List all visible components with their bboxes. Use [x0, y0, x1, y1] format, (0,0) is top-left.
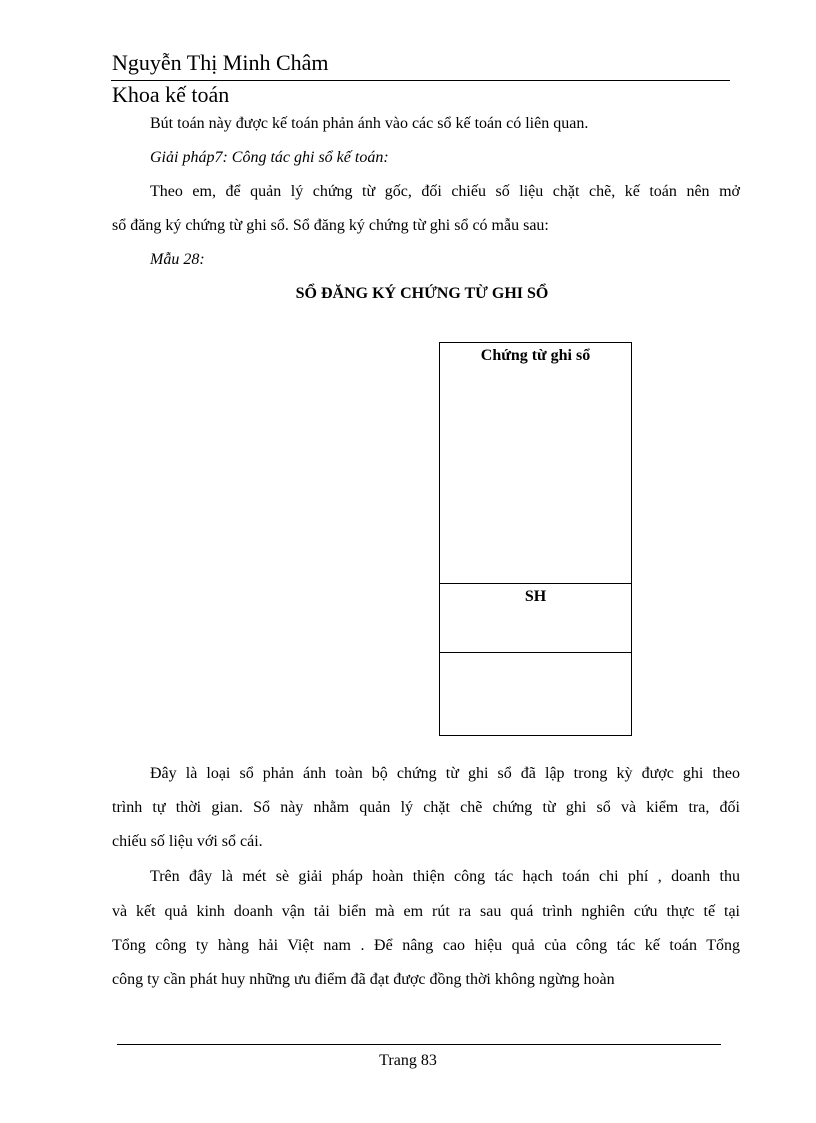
table-subheader-sh: SH: [524, 588, 547, 605]
table-header-cell: Chứng từ ghi sổ: [480, 347, 591, 364]
table-divider-2: [440, 652, 631, 653]
paragraph-2-line-2: trình tự thời gian. Sổ này nhằm quản lý chặt chẽ chứng từ ghi sổ và kiểm tra, đối: [112, 799, 740, 816]
paragraph-1-line-2: sổ đăng ký chứng từ ghi sổ. Sổ đăng ký chứng từ ghi sổ có mẫu sau:: [112, 217, 549, 234]
intro-paragraph: Bút toán này được kế toán phản ánh vào các sổ kế toán có liên quan.: [150, 115, 589, 132]
register-table: [439, 342, 632, 736]
paragraph-3-line-4: công ty cần phát huy những ưu điểm đã đạt được đồng thời không ngừng hoàn: [112, 971, 615, 988]
paragraph-2-line-1: Đây là loại sổ phản ánh toàn bộ chứng từ ghi sổ đã lập trong kỳ được ghi theo: [150, 765, 740, 782]
paragraph-3-line-2: và kết quả kinh doanh vận tải biển mà em rút ra sau quá trình nghiên cứu thực tế tại: [112, 903, 740, 920]
paragraph-3-line-1: Trên đây là mét sè giải pháp hoàn thiện công tác hạch toán chi phí , doanh thu: [150, 868, 740, 885]
paragraph-2-line-3: chiếu số liệu với sổ cái.: [112, 833, 263, 850]
header-rule: [111, 80, 730, 81]
paragraph-3-line-3: Tổng công ty hàng hải Việt nam . Để nâng cao hiệu quả của công tác kế toán Tổng: [112, 937, 740, 954]
solution-heading: Giải pháp7: Công tác ghi sổ kế toán:: [150, 149, 389, 166]
page-number: Trang 83: [379, 1052, 437, 1069]
footer-rule: [117, 1044, 721, 1045]
form-title: SỔ ĐĂNG KÝ CHỨNG TỪ GHI SỔ: [295, 285, 549, 302]
table-divider-1: [440, 583, 631, 584]
department-name: Khoa kế toán: [112, 82, 230, 107]
paragraph-1-line-1: Theo em, để quản lý chứng từ gốc, đối chiếu số liệu chặt chẽ, kế toán nên mở: [150, 183, 740, 200]
form-label: Mẫu 28:: [150, 251, 205, 268]
author-name: Nguyễn Thị Minh Châm: [112, 50, 329, 75]
